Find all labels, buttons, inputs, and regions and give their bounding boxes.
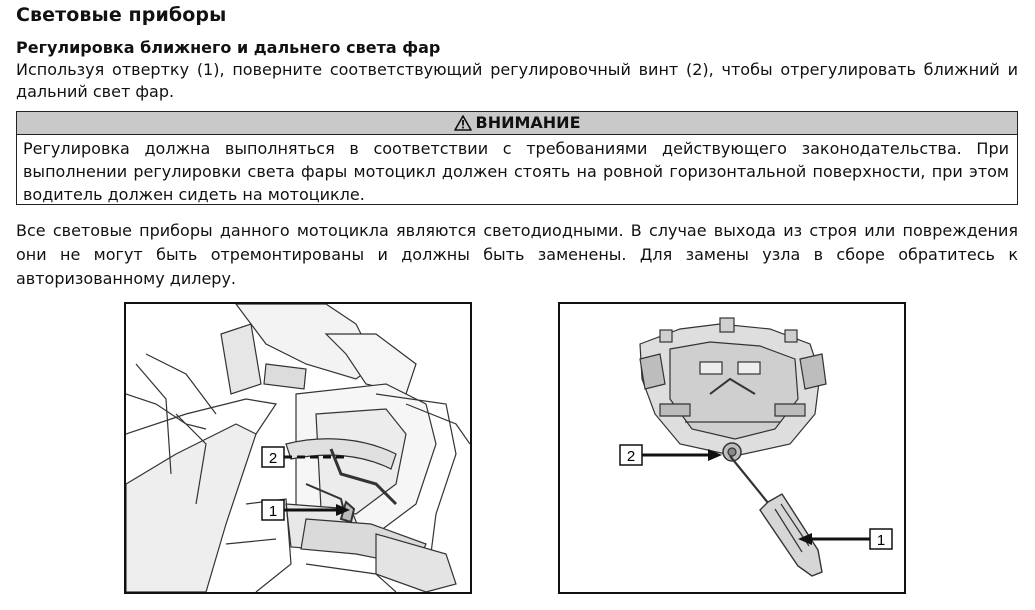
subsection-title: Регулировка ближнего и дальнего света фар	[16, 38, 441, 57]
figure-headlight-side-view	[124, 302, 472, 594]
callout-2-left: 2	[268, 450, 278, 467]
figure-headlight-rear-view	[558, 302, 906, 594]
callout-1-right: 1	[876, 532, 886, 549]
warning-header	[17, 112, 1017, 135]
headlight-rear-illustration	[560, 304, 904, 592]
intro-paragraph: Используя отвертку (1), поверните соответствующий регулировочный винт (2), чтобы отрегулировать ближний и дальний свет фар.	[16, 60, 1018, 101]
headlight-side-illustration	[126, 304, 470, 592]
warning-title: ВНИМАНИЕ	[475, 113, 581, 132]
callout-1-left: 1	[268, 503, 278, 520]
warning-triangle-icon	[454, 115, 472, 131]
section-title: Световые приборы	[16, 4, 227, 26]
warning-text: Регулировка должна выполняться в соответствии с требованиями действующего законодательства. При выполнении регулировки света фары мотоцикл должен стоять на ровной горизонтальной поверхности, при этом водитель должен сидеть на мотоцикле.	[23, 139, 1009, 204]
callout-2-right: 2	[626, 448, 636, 465]
led-paragraph: Все световые приборы данного мотоцикла являются светодиодными. В случае выхода из строя или повреждения они не могут быть отремонтированы и должны быть заменены. Для замены узла в сборе обратитесь к авторизованному дилеру.	[16, 221, 1018, 288]
warning-box	[16, 111, 1018, 205]
